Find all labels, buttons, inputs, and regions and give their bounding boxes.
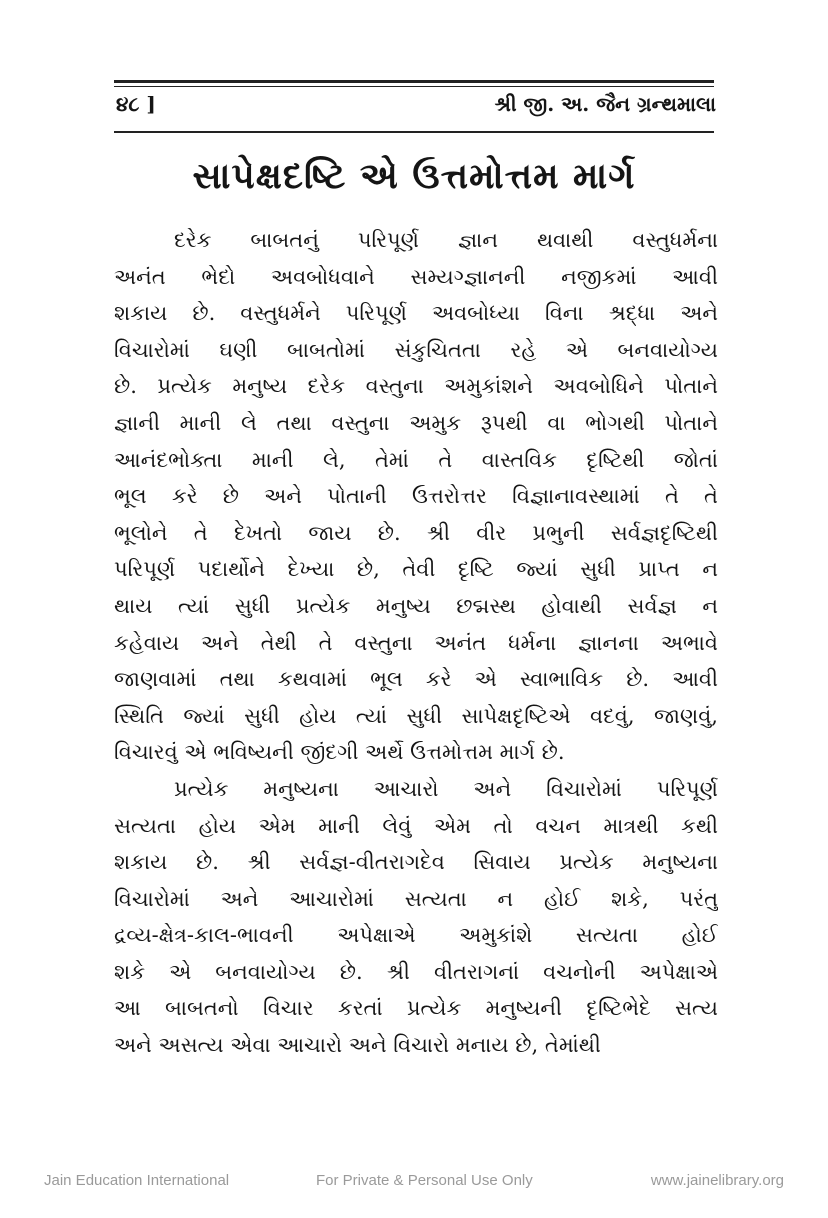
text-line: શકાય છે. વસ્તુધર્મને પરિપૂર્ણ અવબોધ્યા વિના શ્રદ્ધા અને (114, 301, 718, 326)
chapter-title: સાપેક્ષદષ્ટિ એ ઉત્તમોત્તમ માર્ગ (192, 155, 636, 197)
text-line: વિચારોમાં અને આચારોમાં સત્યતા ન હોઈ શકે, પરંતુ (114, 886, 718, 911)
text-line: છે. પ્રત્યેક મનુષ્ય દરેક વસ્તુના અમુકાંશને અવબોધિને પોતાને (114, 374, 718, 399)
text-line: શકે એ બનવાયોગ્ય છે. શ્રી વીતરાગનાં વચનોની અપેક્ષાએ (114, 959, 718, 984)
footer-publisher: Jain Education International (44, 1172, 230, 1189)
text-line: વિચારવું એ ભવિષ્યની જીંદગી અર્થે ઉત્તમોત્તમ માર્ગ છે. (114, 740, 565, 765)
header-rule (114, 131, 714, 133)
page-number: ૪૮ ] (116, 92, 156, 116)
text-line: દ્રવ્ય-ક્ષેત્ર-કાલ-ભાવની અપેક્ષાએ અમુકાંશે સત્યતા હોઈ (114, 923, 718, 948)
text-line: સ્થિતિ જ્યાં સુધી હોય ત્યાં સુધી સાપેક્ષદૃષ્ટિએ વદવું, જાણવું, (114, 703, 718, 728)
text-line: અને અસત્ય એવા આચારો અને વિચારો મનાય છે, તેમાંથી (114, 1033, 601, 1058)
footer-website-link[interactable]: www.jainelibrary.org (650, 1172, 784, 1189)
text-line: પ્રત્યેક મનુષ્યના આચારો અને વિચારોમાં પરિપૂર્ણ (174, 776, 718, 801)
footer-usage-note: For Private & Personal Use Only (316, 1172, 533, 1189)
text-line: કહેવાય અને તેથી તે વસ્તુના અનંત ધર્મના જ્ઞાનના અભાવે (114, 630, 718, 655)
text-line: પરિપૂર્ણ પદાર્થોને દેખ્યા છે, તેવી દૃષ્ટિ જ્યાં સુધી પ્રાપ્ત ન (114, 557, 718, 582)
text-line: થાય ત્યાં સુધી પ્રત્યેક મનુષ્ય છદ્મસ્થ હોવાથી સર્વજ્ઞ ન (114, 593, 718, 618)
text-line: ભૂલ કરે છે અને પોતાની ઉત્તરોત્તર વિજ્ઞાનાવસ્થામાં તે તે (114, 484, 718, 509)
text-line: જાણવામાં તથા કથવામાં ભૂલ કરે એ સ્વાભાવિક છે. આવી (114, 667, 718, 692)
text-line: અનંત ભેદો અવબોધવાને સમ્યગ્જ્ઞાનની નજીકમાં આવી (114, 264, 718, 289)
text-line: આ બાબતનો વિચાર કરતાં પ્રત્યેક મનુષ્યની દૃષ્ટિભેદે સત્ય (114, 996, 718, 1021)
text-line: આનંદભોક્તા માની લે, તેમાં તે વાસ્તવિક દૃષ્ટિથી જોતાં (114, 447, 718, 472)
text-line: જ્ઞાની માની લે તથા વસ્તુના અમુક રૂપથી વા ભોગથી પોતાને (114, 410, 718, 435)
body-text (114, 222, 718, 1064)
text-line: ભૂલોને તે દેખતો જાય છે. શ્રી વીર પ્રભુની સર્વજ્ઞદૃષ્ટિથી (114, 520, 718, 545)
top-rule-thin (114, 86, 714, 87)
text-line: વિચારોમાં ઘણી બાબતોમાં સંકુચિતતા રહે એ બનવાયોગ્ય (114, 337, 718, 362)
text-line: દરેક બાબતનું પરિપૂર્ણ જ્ઞાન થવાથી વસ્તુધર્મના (174, 228, 718, 252)
text-line: શકાય છે. શ્રી સર્વજ્ઞ-વીતરાગદેવ સિવાય પ્રત્યેક મનુષ્યના (114, 850, 718, 875)
text-line: સત્યતા હોય એમ માની લેવું એમ તો વચન માત્રથી કથી (114, 813, 718, 838)
series-title: શ્રી જી. અ. જૈન ગ્રન્થમાલા (494, 92, 716, 116)
top-rule (114, 80, 714, 83)
